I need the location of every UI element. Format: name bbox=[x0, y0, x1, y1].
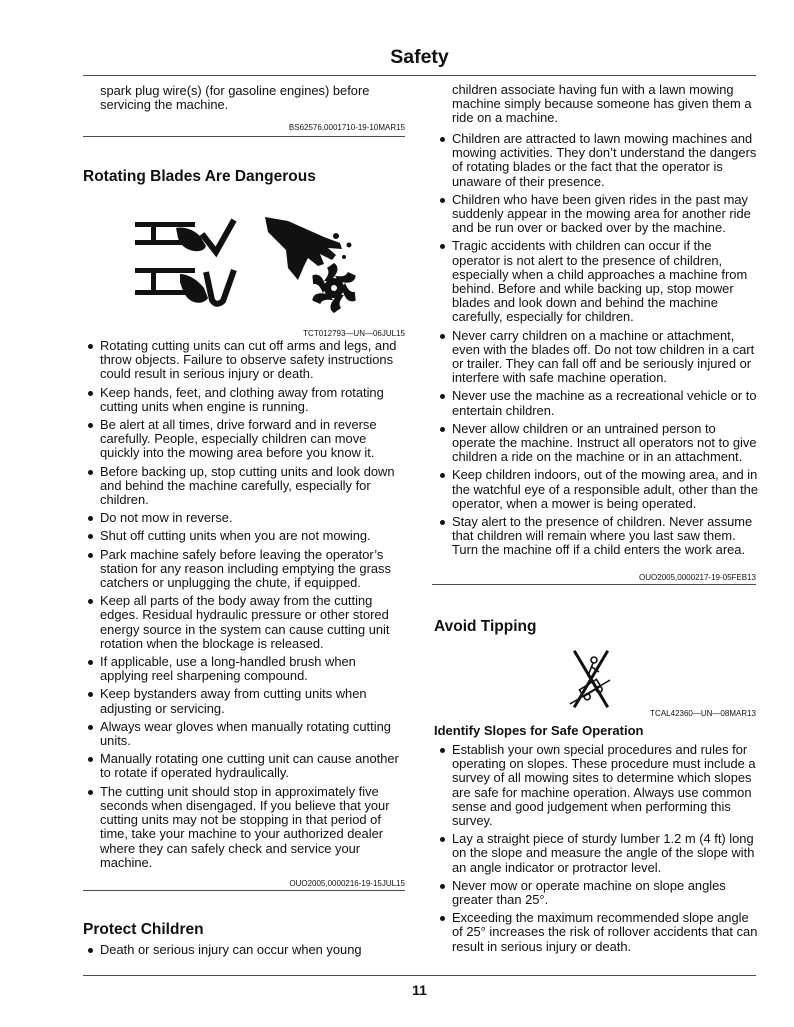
figure-reference-code: TCT012793—UN—06JUL15 bbox=[303, 329, 405, 338]
bullet-item: Lay a straight piece of sturdy lumber 1.2 m (4 ft) long on the slope and measure the angle of the slope with an angle indicator or protractor level. bbox=[452, 832, 762, 875]
bullet-item: Keep all parts of the body away from the cutting edges. Residual hydraulic pressure or other stored energy source in the system can cause cutting unit rotation when the blockage is released. bbox=[100, 594, 410, 651]
bullet-item: Stay alert to the presence of children. Never assume that children will remain where you last saw them. Turn the machine off if a child enters the work area. bbox=[452, 515, 762, 558]
page-number: 11 bbox=[412, 982, 427, 998]
bullet-item: Keep bystanders away from cutting units when adjusting or servicing. bbox=[100, 687, 410, 715]
bullet-item: Never allow children or an untrained person to operate the machine. Instruct all operators not to give children a ride on the machine or in an attachment. bbox=[452, 422, 762, 465]
continued-paragraph: children associate having fun with a lawn mowing machine simply because someone has given them a ride on a machine. bbox=[452, 82, 752, 126]
header-rule bbox=[83, 75, 756, 76]
bullet-item: Tragic accidents with children can occur if the operator is not alert to the presence of children, especially when a child approaches a machine from behind. Before and while backing up, stop mower blades and look down and behind the machine carefully, especially for children. bbox=[452, 239, 762, 324]
slope-safety-bullet-list bbox=[452, 743, 762, 958]
children-safety-bullet-list bbox=[452, 132, 762, 562]
bullet-item: Death or serious injury can occur when young bbox=[100, 943, 410, 957]
reference-code: BS62576,0001710-19-10MAR15 bbox=[288, 123, 405, 132]
bullet-item: Be alert at all times, drive forward and in reverse carefully. People, especially children can move quickly into the mowing area before you know it. bbox=[100, 418, 410, 461]
foot-under-deck-icon bbox=[135, 220, 234, 252]
section-heading-protect-children: Protect Children bbox=[83, 921, 204, 938]
bullet-item: Always wear gloves when manually rotating cutting units. bbox=[100, 720, 410, 748]
protect-children-bullet-list bbox=[100, 943, 410, 961]
bullet-item: Before backing up, stop cutting units and look down and behind the machine carefully, especially for children. bbox=[100, 465, 410, 508]
bullet-item: If applicable, use a long-handled brush when applying reel sharpening compound. bbox=[100, 655, 410, 683]
reference-code: OUO2005,0000217-19-05FEB13 bbox=[639, 573, 756, 582]
continued-paragraph: spark plug wire(s) (for gasoline engines) before servicing the machine. bbox=[100, 83, 370, 113]
bullet-item: Manually rotating one cutting unit can cause another to rotate if operated hydraulically. bbox=[100, 752, 410, 780]
section-rule bbox=[83, 136, 405, 137]
bullet-item: Park machine safely before leaving the operator’s station for any reason including emptying the grass catchers or unplugging the chute, if equipped. bbox=[100, 548, 410, 591]
hand-icon bbox=[265, 217, 352, 280]
section-rule bbox=[83, 890, 405, 891]
bullet-item: Establish your own special procedures and rules for operating on slopes. These procedure must include a survey of all mowing sites to determine which slopes are safe for machine operation. Always use common sense and good judgement when performing this survey. bbox=[452, 743, 762, 828]
bullet-item: Never carry children on a machine or attachment, even with the blades off. Do not tow children in a cart or trailer. They can fall off and be seriously injured or interfere with safe machine operation. bbox=[452, 329, 762, 386]
reference-code: OUO2005,0000216-19-15JUL15 bbox=[289, 879, 405, 888]
section-heading-avoid-tipping: Avoid Tipping bbox=[434, 618, 537, 635]
figure-reference-code: TCAL42360—UN—08MAR13 bbox=[650, 709, 756, 718]
footer-rule bbox=[83, 975, 756, 976]
spinning-blade-icon bbox=[307, 263, 360, 313]
bullet-item: Rotating cutting units can cut off arms and legs, and throw objects. Failure to observe safety instructions could result in serious injury or death. bbox=[100, 339, 410, 382]
rotating-blades-hazard-icon bbox=[128, 208, 364, 314]
page-title: Safety bbox=[390, 46, 449, 68]
bullet-item: Exceeding the maximum recommended slope angle of 25° increases the risk of rollover accidents that can result in serious injury or death. bbox=[452, 911, 762, 954]
bullet-item: Keep hands, feet, and clothing away from rotating cutting units when engine is running. bbox=[100, 386, 410, 414]
tipping-hazard-icon bbox=[566, 646, 614, 710]
bullet-item: Children who have been given rides in the past may suddenly appear in the mowing area for another ride and be run over or backed over by the machine. bbox=[452, 193, 762, 236]
bullet-item: The cutting unit should stop in approximately five seconds when disengaged. If you believe that your cutting units may not be stopping in that period of time, take your machine to your authorized dealer where they can safely check and service your machine. bbox=[100, 785, 410, 870]
bullet-item: Children are attracted to lawn mowing machines and mowing activities. They don’t understand the dangers of rotating blades or the fact that the operator is unaware of their presence. bbox=[452, 132, 762, 189]
section-rule bbox=[432, 584, 756, 585]
rotating-blades-bullet-list bbox=[100, 339, 410, 874]
section-heading-rotating-blades: Rotating Blades Are Dangerous bbox=[83, 168, 316, 185]
bullet-item: Do not mow in reverse. bbox=[100, 511, 410, 525]
bullet-item: Shut off cutting units when you are not mowing. bbox=[100, 529, 410, 543]
foot-cut-icon bbox=[135, 268, 234, 304]
bullet-item: Keep children indoors, out of the mowing area, and in the watchful eye of a responsible adult, other than the operator, when a mower is being operated. bbox=[452, 468, 762, 511]
subheading-identify-slopes: Identify Slopes for Safe Operation bbox=[434, 723, 644, 738]
bullet-item: Never mow or operate machine on slope angles greater than 25°. bbox=[452, 879, 762, 907]
bullet-item: Never use the machine as a recreational vehicle or to entertain children. bbox=[452, 389, 762, 417]
